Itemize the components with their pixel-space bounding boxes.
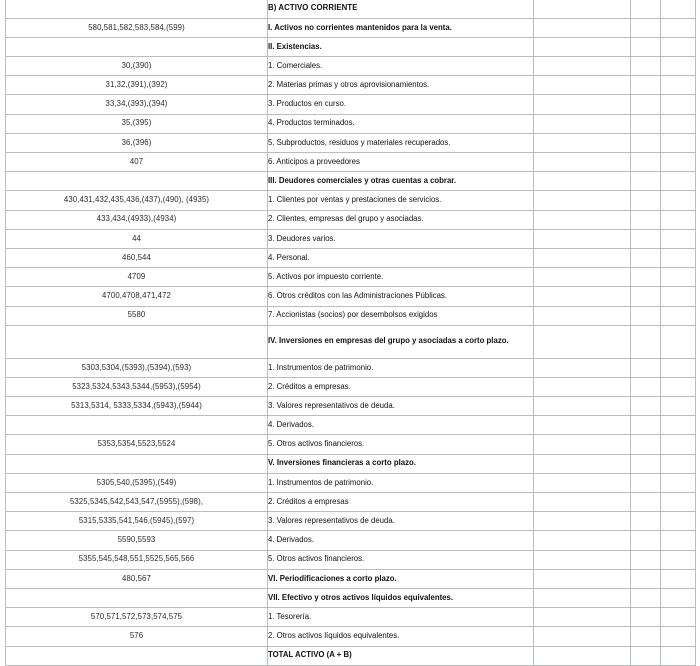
value-cell-3[interactable] <box>661 287 696 306</box>
account-codes-cell: 5315,5335,541,546,(5945),(597) <box>6 512 268 531</box>
value-cell-3[interactable] <box>661 454 696 473</box>
concept-cell: I. Activos no corrientes mantenidos para la venta. <box>268 18 534 37</box>
concept-cell: 5. Otros activos financieros. <box>268 435 534 454</box>
concept-cell: B) ACTIVO CORRIENTE <box>268 0 534 18</box>
value-cell-3[interactable] <box>661 133 696 152</box>
concept-cell: 1. Clientes por ventas y prestaciones de servicios. <box>268 191 534 210</box>
account-codes-cell: 44 <box>6 229 268 248</box>
concept-cell: 7. Accionistas (socios) por desembolsos exigidos <box>268 306 534 325</box>
value-cell-1[interactable] <box>534 248 631 267</box>
value-cell-2[interactable] <box>631 435 661 454</box>
account-codes-cell <box>6 588 268 607</box>
value-cell-3[interactable] <box>661 153 696 172</box>
table-row <box>6 133 696 152</box>
value-cell-1[interactable] <box>534 569 631 588</box>
concept-cell: 5. Otros activos financieros. <box>268 550 534 569</box>
value-cell-2[interactable] <box>631 0 661 18</box>
value-cell-1[interactable] <box>534 306 631 325</box>
account-codes-cell: 480,567 <box>6 569 268 588</box>
value-cell-1[interactable] <box>534 397 631 416</box>
value-cell-2[interactable] <box>631 268 661 287</box>
table-row <box>6 248 696 267</box>
account-codes-cell <box>6 454 268 473</box>
value-cell-1[interactable] <box>534 95 631 114</box>
value-cell-1[interactable] <box>534 57 631 76</box>
table-row <box>6 306 696 325</box>
account-codes-cell: 5325,5345,542,543,547,(5955),(598), <box>6 493 268 512</box>
concept-cell: 5. Subproductos, residuos y materiales recuperados. <box>268 133 534 152</box>
account-codes-cell: 5305,540,(5395),(549) <box>6 473 268 492</box>
table-row <box>6 493 696 512</box>
value-cell-3[interactable] <box>661 172 696 191</box>
account-codes-cell: 30,(390) <box>6 57 268 76</box>
value-cell-1[interactable] <box>534 358 631 377</box>
value-cell-2[interactable] <box>631 172 661 191</box>
concept-cell: II. Existencias. <box>268 37 534 56</box>
value-cell-3[interactable] <box>661 325 696 358</box>
value-cell-1[interactable] <box>534 608 631 627</box>
value-cell-2[interactable] <box>631 550 661 569</box>
table-row <box>6 37 696 56</box>
account-codes-cell: 4700,4708,471,472 <box>6 287 268 306</box>
account-codes-cell: 35,(395) <box>6 114 268 133</box>
table-row <box>6 57 696 76</box>
concept-cell: VI. Periodificaciones a corto plazo. <box>268 569 534 588</box>
value-cell-1[interactable] <box>534 210 631 229</box>
value-cell-1[interactable] <box>534 512 631 531</box>
value-cell-1[interactable] <box>534 133 631 152</box>
value-cell-2[interactable] <box>631 229 661 248</box>
value-cell-3[interactable] <box>661 646 696 665</box>
table-row <box>6 512 696 531</box>
value-cell-2[interactable] <box>631 608 661 627</box>
table-row <box>6 435 696 454</box>
value-cell-2[interactable] <box>631 646 661 665</box>
account-codes-cell <box>6 37 268 56</box>
table-row <box>6 153 696 172</box>
value-cell-1[interactable] <box>534 172 631 191</box>
concept-cell: 1. Instrumentos de patrimonio. <box>268 473 534 492</box>
account-codes-cell: 570,571,572,573,574,575 <box>6 608 268 627</box>
concept-cell: TOTAL ACTIVO (A + B) <box>268 646 534 665</box>
value-cell-3[interactable] <box>661 588 696 607</box>
value-cell-2[interactable] <box>631 306 661 325</box>
account-codes-cell: 5303,5304,(5393),(5394),(593) <box>6 358 268 377</box>
table-row <box>6 569 696 588</box>
value-cell-2[interactable] <box>631 153 661 172</box>
value-cell-2[interactable] <box>631 627 661 646</box>
value-cell-2[interactable] <box>631 287 661 306</box>
concept-cell: 2. Créditos a empresas. <box>268 377 534 396</box>
concept-cell: 3. Valores representativos de deuda. <box>268 397 534 416</box>
value-cell-3[interactable] <box>661 569 696 588</box>
concept-cell: IV. Inversiones en empresas del grupo y asociadas a corto plazo. <box>268 325 534 358</box>
concept-cell: 6. Anticipos a proveedores <box>268 153 534 172</box>
concept-cell: 4. Derivados. <box>268 416 534 435</box>
value-cell-1[interactable] <box>534 76 631 95</box>
value-cell-2[interactable] <box>631 588 661 607</box>
value-cell-3[interactable] <box>661 306 696 325</box>
account-codes-cell: 5580 <box>6 306 268 325</box>
value-cell-2[interactable] <box>631 416 661 435</box>
value-cell-2[interactable] <box>631 397 661 416</box>
concept-cell: 3. Productos en curso. <box>268 95 534 114</box>
value-cell-1[interactable] <box>534 550 631 569</box>
account-codes-cell: 460,544 <box>6 248 268 267</box>
table-row <box>6 627 696 646</box>
value-cell-2[interactable] <box>631 377 661 396</box>
value-cell-1[interactable] <box>534 114 631 133</box>
value-cell-3[interactable] <box>661 531 696 550</box>
value-cell-3[interactable] <box>661 377 696 396</box>
value-cell-3[interactable] <box>661 18 696 37</box>
concept-cell: VII. Efectivo y otros activos líquidos equivalentes. <box>268 588 534 607</box>
account-codes-cell: 4709 <box>6 268 268 287</box>
table-row <box>6 608 696 627</box>
account-codes-cell: 5313,5314, 5333,5334,(5943),(5944) <box>6 397 268 416</box>
value-cell-3[interactable] <box>661 57 696 76</box>
concept-cell: V. Inversiones financieras a corto plazo. <box>268 454 534 473</box>
concept-cell: 4. Derivados. <box>268 531 534 550</box>
value-cell-1[interactable] <box>534 627 631 646</box>
concept-cell: 2. Otros activos líquidos equivalentes. <box>268 627 534 646</box>
value-cell-3[interactable] <box>661 37 696 56</box>
value-cell-2[interactable] <box>631 512 661 531</box>
concept-cell: 2. Materias primas y otros aprovisionamientos. <box>268 76 534 95</box>
value-cell-1[interactable] <box>534 531 631 550</box>
value-cell-2[interactable] <box>631 191 661 210</box>
table-row <box>6 397 696 416</box>
value-cell-1[interactable] <box>534 377 631 396</box>
table-row <box>6 210 696 229</box>
account-codes-cell: 5323,5324,5343,5344,(5953),(5954) <box>6 377 268 396</box>
account-codes-cell: 5353,5354,5523,5524 <box>6 435 268 454</box>
value-cell-2[interactable] <box>631 454 661 473</box>
account-codes-cell <box>6 646 268 665</box>
value-cell-1[interactable] <box>534 37 631 56</box>
account-codes-cell <box>6 0 268 18</box>
value-cell-3[interactable] <box>661 268 696 287</box>
table-row <box>6 377 696 396</box>
value-cell-3[interactable] <box>661 473 696 492</box>
value-cell-1[interactable] <box>534 325 631 358</box>
value-cell-1[interactable] <box>534 588 631 607</box>
account-codes-cell: 430,431,432,435,436,(437),(490), (4935) <box>6 191 268 210</box>
table-row <box>6 588 696 607</box>
value-cell-3[interactable] <box>661 512 696 531</box>
value-cell-1[interactable] <box>534 18 631 37</box>
value-cell-2[interactable] <box>631 248 661 267</box>
value-cell-3[interactable] <box>661 397 696 416</box>
table-row <box>6 114 696 133</box>
concept-cell: 2. Clientes, empresas del grupo y asociadas. <box>268 210 534 229</box>
account-codes-cell <box>6 325 268 358</box>
value-cell-3[interactable] <box>661 435 696 454</box>
concept-cell: 2. Créditos a empresas <box>268 493 534 512</box>
concept-cell: 4. Productos terminados. <box>268 114 534 133</box>
value-cell-2[interactable] <box>631 473 661 492</box>
value-cell-2[interactable] <box>631 37 661 56</box>
value-cell-3[interactable] <box>661 210 696 229</box>
concept-cell: 4. Personal. <box>268 248 534 267</box>
table-row <box>6 18 696 37</box>
account-codes-cell: 5355,545,548,551,5525,565,566 <box>6 550 268 569</box>
value-cell-2[interactable] <box>631 210 661 229</box>
value-cell-1[interactable] <box>534 191 631 210</box>
value-cell-2[interactable] <box>631 57 661 76</box>
value-cell-1[interactable] <box>534 454 631 473</box>
table-row <box>6 531 696 550</box>
value-cell-3[interactable] <box>661 191 696 210</box>
concept-cell: 3. Valores representativos de deuda. <box>268 512 534 531</box>
value-cell-3[interactable] <box>661 114 696 133</box>
concept-cell: 3. Deudores varios. <box>268 229 534 248</box>
value-cell-3[interactable] <box>661 493 696 512</box>
value-cell-3[interactable] <box>661 416 696 435</box>
table-row <box>6 172 696 191</box>
value-cell-2[interactable] <box>631 325 661 358</box>
account-codes-cell: 36,(396) <box>6 133 268 152</box>
value-cell-3[interactable] <box>661 229 696 248</box>
account-codes-cell: 5590,5593 <box>6 531 268 550</box>
value-cell-3[interactable] <box>661 627 696 646</box>
value-cell-2[interactable] <box>631 133 661 152</box>
value-cell-1[interactable] <box>534 0 631 18</box>
table-row <box>6 454 696 473</box>
value-cell-2[interactable] <box>631 76 661 95</box>
table-row <box>6 268 696 287</box>
table-row <box>6 325 696 358</box>
activo-corriente-table <box>5 0 696 666</box>
table-body <box>6 0 696 665</box>
value-cell-1[interactable] <box>534 473 631 492</box>
concept-cell: III. Deudores comerciales y otras cuentas a cobrar. <box>268 172 534 191</box>
table-row <box>6 191 696 210</box>
table-row <box>6 550 696 569</box>
concept-cell: 5. Activos por impuesto corriente. <box>268 268 534 287</box>
table-row <box>6 0 696 18</box>
value-cell-3[interactable] <box>661 608 696 627</box>
table-row <box>6 416 696 435</box>
value-cell-2[interactable] <box>631 531 661 550</box>
table-row <box>6 358 696 377</box>
value-cell-3[interactable] <box>661 76 696 95</box>
account-codes-cell: 576 <box>6 627 268 646</box>
account-codes-cell <box>6 172 268 191</box>
value-cell-3[interactable] <box>661 248 696 267</box>
table-row <box>6 95 696 114</box>
value-cell-2[interactable] <box>631 18 661 37</box>
value-cell-3[interactable] <box>661 0 696 18</box>
account-codes-cell: 580,581,582,583,584,(599) <box>6 18 268 37</box>
concept-cell: 1. Instrumentos de patrimonio. <box>268 358 534 377</box>
table-row <box>6 287 696 306</box>
value-cell-1[interactable] <box>534 268 631 287</box>
account-codes-cell: 31,32,(391),(392) <box>6 76 268 95</box>
account-codes-cell <box>6 416 268 435</box>
value-cell-1[interactable] <box>534 646 631 665</box>
value-cell-3[interactable] <box>661 95 696 114</box>
value-cell-2[interactable] <box>631 95 661 114</box>
table-row <box>6 646 696 665</box>
value-cell-1[interactable] <box>534 287 631 306</box>
table-row <box>6 473 696 492</box>
value-cell-1[interactable] <box>534 153 631 172</box>
account-codes-cell: 407 <box>6 153 268 172</box>
table-row <box>6 76 696 95</box>
value-cell-3[interactable] <box>661 358 696 377</box>
value-cell-2[interactable] <box>631 493 661 512</box>
value-cell-1[interactable] <box>534 435 631 454</box>
value-cell-1[interactable] <box>534 493 631 512</box>
value-cell-2[interactable] <box>631 114 661 133</box>
table-row <box>6 229 696 248</box>
value-cell-1[interactable] <box>534 416 631 435</box>
value-cell-2[interactable] <box>631 569 661 588</box>
concept-cell: 6. Otros créditos con las Administraciones Públicas. <box>268 287 534 306</box>
account-codes-cell: 433,434,(4933),(4934) <box>6 210 268 229</box>
value-cell-2[interactable] <box>631 358 661 377</box>
concept-cell: 1. Tesorería. <box>268 608 534 627</box>
value-cell-1[interactable] <box>534 229 631 248</box>
account-codes-cell: 33,34,(393),(394) <box>6 95 268 114</box>
concept-cell: 1. Comerciales. <box>268 57 534 76</box>
value-cell-3[interactable] <box>661 550 696 569</box>
